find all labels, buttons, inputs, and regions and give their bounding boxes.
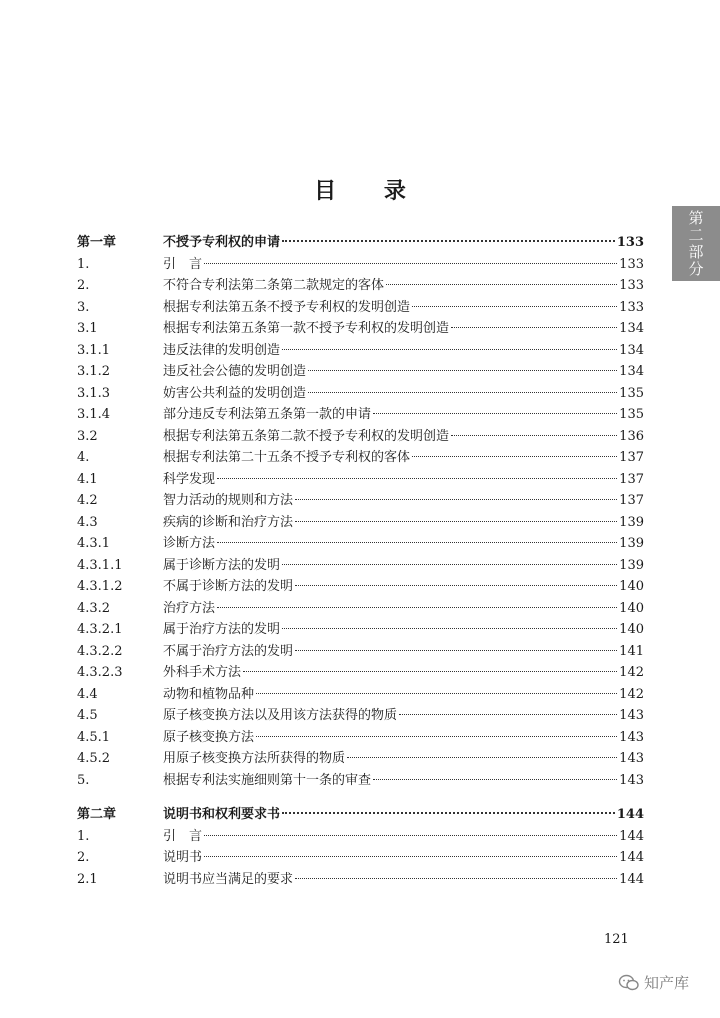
toc-entry bbox=[0, 533, 720, 555]
toc-entry-title: 不授予专利权的申请 bbox=[163, 235, 281, 250]
section-side-tab-label: 第二部分 bbox=[686, 209, 705, 278]
toc-entry-title: 根据专利法第二十五条不授予专利权的客体 bbox=[163, 450, 411, 465]
toc-entry bbox=[0, 662, 720, 684]
table-of-contents bbox=[0, 232, 720, 903]
toc-entry-number: 4.4 bbox=[77, 686, 98, 702]
toc-entry-page: 137 bbox=[619, 450, 644, 465]
toc-entry-leader-line bbox=[163, 705, 644, 727]
toc-entry bbox=[0, 727, 720, 749]
toc-entry-page: 135 bbox=[619, 385, 644, 401]
page-number: 121 bbox=[604, 932, 629, 947]
toc-entry-leader-line bbox=[163, 404, 644, 426]
toc-entry-number: 2.1 bbox=[77, 871, 98, 887]
toc-entry bbox=[0, 770, 720, 792]
page-title: 目 录 bbox=[314, 178, 426, 204]
toc-entry-page: 134 bbox=[619, 364, 644, 379]
toc-dot-leader bbox=[308, 370, 617, 371]
toc-dot-leader bbox=[308, 392, 617, 393]
toc-entry-leader-line bbox=[163, 297, 644, 319]
toc-dot-leader bbox=[256, 693, 617, 694]
toc-dot-leader bbox=[412, 306, 617, 307]
toc-entry-number: 4.3.1.2 bbox=[77, 579, 123, 594]
toc-entry-leader-line bbox=[163, 490, 644, 512]
toc-entry-page: 142 bbox=[619, 665, 644, 680]
toc-dot-leader bbox=[451, 435, 617, 436]
toc-entry-page: 140 bbox=[619, 600, 644, 616]
toc-entry-title: 治疗方法 bbox=[163, 600, 216, 616]
toc-entry-leader-line bbox=[163, 804, 644, 826]
toc-entry-page: 137 bbox=[619, 493, 644, 508]
toc-entry bbox=[0, 340, 720, 362]
toc-entry bbox=[0, 576, 720, 598]
toc-dot-leader bbox=[282, 564, 617, 565]
toc-entry-leader-line bbox=[163, 598, 644, 620]
toc-dot-leader bbox=[217, 607, 617, 608]
toc-entry bbox=[0, 447, 720, 469]
toc-dot-leader bbox=[282, 349, 617, 350]
toc-entry-title: 根据专利法第五条不授予专利权的发明创造 bbox=[163, 299, 411, 315]
toc-entry bbox=[0, 826, 720, 848]
toc-entry bbox=[0, 254, 720, 276]
toc-entry-page: 133 bbox=[616, 235, 644, 250]
toc-dot-leader bbox=[204, 856, 617, 857]
toc-entry-page: 136 bbox=[619, 428, 644, 444]
toc-entry-page: 139 bbox=[619, 557, 644, 573]
toc-dot-leader bbox=[399, 714, 617, 715]
toc-dot-leader bbox=[282, 628, 617, 629]
toc-entry-number: 4.1 bbox=[77, 471, 98, 487]
toc-entry-title: 智力活动的规则和方法 bbox=[163, 493, 294, 508]
toc-dot-leader bbox=[412, 456, 617, 457]
toc-entry-number: 4.3.2.1 bbox=[77, 622, 123, 637]
toc-entry-title: 根据专利法实施细则第十一条的审查 bbox=[163, 772, 372, 788]
toc-entry-title: 科学发现 bbox=[163, 471, 216, 487]
toc-dot-leader bbox=[295, 585, 617, 586]
toc-entry bbox=[0, 361, 720, 383]
toc-entry-page: 134 bbox=[619, 342, 644, 358]
toc-entry-title: 用原子核变换方法所获得的物质 bbox=[163, 751, 346, 766]
toc-dot-leader bbox=[243, 671, 617, 672]
toc-dot-leader bbox=[204, 835, 617, 836]
toc-entry-number: 3.1 bbox=[77, 321, 98, 336]
toc-chapter-heading bbox=[0, 232, 720, 254]
toc-entry-number: 4.3.1 bbox=[77, 536, 111, 551]
toc-entry-title: 引 言 bbox=[163, 256, 203, 272]
toc-entry-title: 不属于诊断方法的发明 bbox=[163, 579, 294, 594]
toc-entry-title: 根据专利法第五条第二款不授予专利权的发明创造 bbox=[163, 428, 450, 444]
toc-entry-page: 143 bbox=[619, 751, 644, 766]
toc-entry bbox=[0, 641, 720, 663]
toc-entry-number: 2. bbox=[77, 278, 90, 293]
toc-dot-leader bbox=[451, 327, 617, 328]
toc-entry-title: 原子核变换方法以及用该方法获得的物质 bbox=[163, 708, 398, 723]
toc-entry-number: 4.3.2.2 bbox=[77, 643, 123, 659]
toc-dot-leader bbox=[295, 878, 617, 879]
toc-entry-number: 3.1.1 bbox=[77, 342, 111, 358]
toc-entry-number: 4.5.2 bbox=[77, 751, 111, 766]
toc-entry bbox=[0, 869, 720, 891]
toc-entry-number: 2. bbox=[77, 850, 90, 865]
toc-entry-leader-line bbox=[163, 748, 644, 770]
toc-entry-number: 3.2 bbox=[77, 428, 98, 444]
toc-entry-page: 140 bbox=[619, 579, 644, 594]
toc-entry-leader-line bbox=[163, 275, 644, 297]
toc-entry-title: 部分违反专利法第五条第一款的申请 bbox=[163, 407, 372, 422]
toc-entry-number: 1. bbox=[77, 256, 90, 272]
toc-entry-leader-line bbox=[163, 641, 644, 663]
toc-entry bbox=[0, 275, 720, 297]
toc-entry-title: 属于治疗方法的发明 bbox=[163, 622, 281, 637]
toc-entry-leader-line bbox=[163, 619, 644, 641]
toc-entry-page: 143 bbox=[619, 708, 644, 723]
toc-entry-leader-line bbox=[163, 340, 644, 362]
toc-entry-number: 第二章 bbox=[77, 807, 117, 822]
toc-entry-page: 141 bbox=[619, 643, 644, 659]
toc-entry-title: 诊断方法 bbox=[163, 536, 216, 551]
toc-entry-leader-line bbox=[163, 576, 644, 598]
toc-entry bbox=[0, 684, 720, 706]
toc-entry-page: 144 bbox=[619, 828, 644, 844]
toc-entry-number: 4.3.2.3 bbox=[77, 665, 123, 680]
toc-entry bbox=[0, 555, 720, 577]
toc-entry-page: 143 bbox=[619, 729, 644, 745]
toc-entry-number: 4.3.1.1 bbox=[77, 557, 123, 573]
toc-entry-leader-line bbox=[163, 254, 644, 276]
toc-entry-page: 134 bbox=[619, 321, 644, 336]
wechat-icon bbox=[618, 974, 640, 992]
watermark bbox=[618, 972, 689, 993]
toc-entry-number: 3.1.2 bbox=[77, 364, 111, 379]
toc-entry-leader-line bbox=[163, 727, 644, 749]
toc-entry-page: 144 bbox=[619, 850, 644, 865]
toc-entry-leader-line bbox=[163, 662, 644, 684]
toc-entry bbox=[0, 512, 720, 534]
toc-entry-title: 说明书应当满足的要求 bbox=[163, 871, 294, 887]
toc-chapter bbox=[0, 232, 720, 791]
toc-entry-leader-line bbox=[163, 361, 644, 383]
toc-entry-number: 4.5.1 bbox=[77, 729, 111, 745]
toc-dot-leader bbox=[282, 812, 615, 814]
toc-entry bbox=[0, 847, 720, 869]
toc-dot-leader bbox=[295, 650, 617, 651]
toc-entry bbox=[0, 297, 720, 319]
toc-dot-leader bbox=[347, 757, 617, 758]
toc-entry-page: 133 bbox=[619, 256, 644, 272]
toc-entry-page: 140 bbox=[619, 622, 644, 637]
toc-entry-title: 外科手术方法 bbox=[163, 665, 242, 680]
toc-entry-leader-line bbox=[163, 684, 644, 706]
toc-entry bbox=[0, 318, 720, 340]
toc-entry-page: 133 bbox=[619, 278, 644, 293]
toc-entry-leader-line bbox=[163, 770, 644, 792]
toc-dot-leader bbox=[282, 240, 615, 242]
toc-entry-leader-line bbox=[163, 533, 644, 555]
toc-entry-page: 135 bbox=[619, 407, 644, 422]
toc-entry bbox=[0, 598, 720, 620]
toc-entry-title: 不符合专利法第二条第二款规定的客体 bbox=[163, 278, 385, 293]
toc-entry-page: 144 bbox=[619, 871, 644, 887]
toc-entry bbox=[0, 619, 720, 641]
toc-entry-number: 第一章 bbox=[77, 235, 117, 250]
toc-entry-number: 4.3 bbox=[77, 514, 98, 530]
toc-entry-title: 引 言 bbox=[163, 828, 203, 844]
toc-entry-leader-line bbox=[163, 318, 644, 340]
toc-entry-leader-line bbox=[163, 383, 644, 405]
toc-entry bbox=[0, 469, 720, 491]
toc-chapter bbox=[0, 804, 720, 890]
toc-entry-number: 1. bbox=[77, 828, 90, 844]
toc-dot-leader bbox=[295, 499, 617, 500]
toc-entry-title: 说明书 bbox=[163, 850, 203, 865]
toc-dot-leader bbox=[373, 779, 617, 780]
toc-entry-leader-line bbox=[163, 469, 644, 491]
toc-dot-leader bbox=[373, 413, 617, 414]
toc-entry-leader-line bbox=[163, 512, 644, 534]
toc-entry-title: 属于诊断方法的发明 bbox=[163, 557, 281, 573]
toc-chapter-heading bbox=[0, 804, 720, 826]
toc-entry-number: 5. bbox=[77, 772, 90, 788]
toc-entry-number: 4.3.2 bbox=[77, 600, 111, 616]
toc-entry-number: 4. bbox=[77, 450, 90, 465]
toc-dot-leader bbox=[256, 736, 617, 737]
toc-dot-leader bbox=[204, 263, 617, 264]
toc-entry-number: 3.1.4 bbox=[77, 407, 111, 422]
toc-entry-title: 不属于治疗方法的发明 bbox=[163, 643, 294, 659]
toc-entry-number: 3. bbox=[77, 299, 90, 315]
toc-entry-title: 疾病的诊断和治疗方法 bbox=[163, 514, 294, 530]
toc-entry-title: 动物和植物品种 bbox=[163, 686, 255, 702]
toc-entry-page: 143 bbox=[619, 772, 644, 788]
toc-entry bbox=[0, 490, 720, 512]
toc-entry-page: 139 bbox=[619, 536, 644, 551]
toc-entry-title: 说明书和权利要求书 bbox=[163, 807, 281, 822]
toc-entry-title: 妨害公共利益的发明创造 bbox=[163, 385, 307, 401]
toc-entry-title: 违反法律的发明创造 bbox=[163, 342, 281, 358]
toc-entry bbox=[0, 383, 720, 405]
toc-entry-leader-line bbox=[163, 232, 644, 254]
toc-dot-leader bbox=[295, 521, 617, 522]
toc-entry-number: 3.1.3 bbox=[77, 385, 111, 401]
toc-entry bbox=[0, 426, 720, 448]
toc-entry-number: 4.2 bbox=[77, 493, 98, 508]
toc-entry-page: 142 bbox=[619, 686, 644, 702]
toc-dot-leader bbox=[217, 542, 617, 543]
toc-entry bbox=[0, 404, 720, 426]
toc-entry-title: 违反社会公德的发明创造 bbox=[163, 364, 307, 379]
toc-entry-leader-line bbox=[163, 555, 644, 577]
toc-entry-title: 原子核变换方法 bbox=[163, 729, 255, 745]
toc-entry-leader-line bbox=[163, 826, 644, 848]
toc-entry-title: 根据专利法第五条第一款不授予专利权的发明创造 bbox=[163, 321, 450, 336]
toc-entry-number: 4.5 bbox=[77, 708, 98, 723]
watermark-text: 知产库 bbox=[644, 974, 690, 992]
toc-entry-leader-line bbox=[163, 426, 644, 448]
toc-entry-page: 133 bbox=[619, 299, 644, 315]
toc-dot-leader bbox=[217, 478, 617, 479]
toc-entry-page: 137 bbox=[619, 471, 644, 487]
toc-entry bbox=[0, 748, 720, 770]
toc-entry-leader-line bbox=[163, 447, 644, 469]
toc-dot-leader bbox=[386, 284, 617, 285]
toc-entry-page: 144 bbox=[616, 807, 644, 822]
toc-entry bbox=[0, 705, 720, 727]
toc-entry-leader-line bbox=[163, 869, 644, 891]
toc-entry-leader-line bbox=[163, 847, 644, 869]
toc-entry-page: 139 bbox=[619, 514, 644, 530]
